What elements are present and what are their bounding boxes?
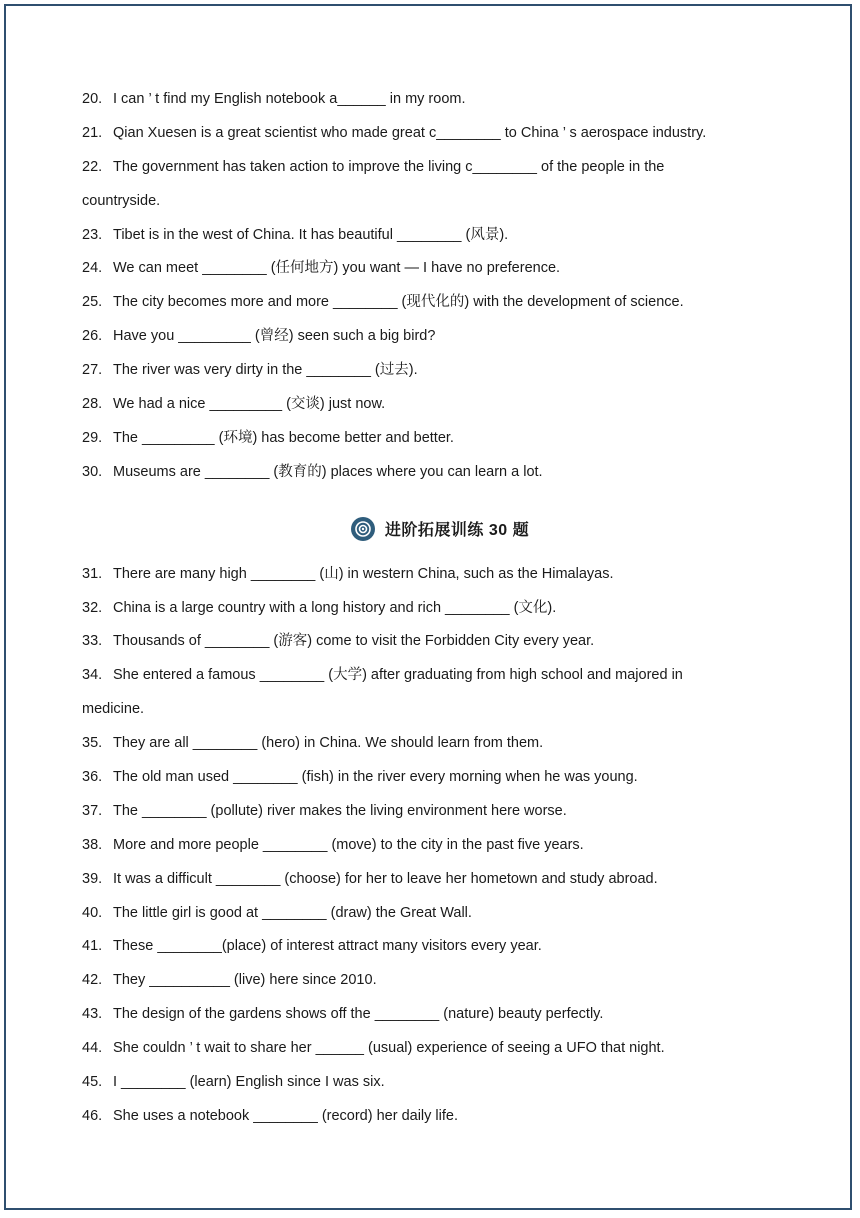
exercise-item — [82, 122, 782, 156]
exercise-item-continuation — [82, 190, 782, 224]
exercise-item — [82, 800, 782, 834]
exercise-item — [82, 834, 782, 868]
item-text: Tibet is in the west of China. It has beautiful ________ (风景). — [113, 226, 509, 243]
item-text: They __________ (live) here since 2010. — [113, 972, 377, 989]
item-number: 28. — [82, 396, 103, 413]
item-text: The little girl is good at ________ (draw) the Great Wall. — [113, 904, 472, 921]
exercise-item — [82, 461, 782, 495]
exercise-item — [82, 1105, 782, 1139]
item-text: The river was very dirty in the ________ (过去). — [113, 362, 418, 379]
exercise-item — [82, 156, 782, 190]
item-number: 43. — [82, 1006, 103, 1023]
item-text: She entered a famous ________ (大学) after graduating from high school and majored in — [113, 667, 683, 684]
item-number: 37. — [82, 802, 103, 819]
item-text: The old man used ________ (fish) in the river every morning when he was young. — [113, 769, 638, 786]
item-number: 30. — [82, 463, 103, 480]
item-number: 38. — [82, 836, 103, 853]
item-number: 24. — [82, 260, 103, 277]
target-icon — [351, 517, 375, 541]
item-text: They are all ________ (hero) in China. We should learn from them. — [113, 735, 544, 752]
item-number: 41. — [82, 938, 103, 955]
item-text: Thousands of ________ (游客) come to visit the Forbidden City every year. — [113, 633, 595, 650]
item-text: countryside. — [82, 192, 161, 209]
exercise-item — [82, 969, 782, 1003]
item-text: Museums are ________ (教育的) places where you can learn a lot. — [113, 463, 543, 480]
item-number: 29. — [82, 429, 103, 446]
item-number: 26. — [82, 328, 103, 345]
item-number: 33. — [82, 633, 103, 650]
section-heading — [98, 495, 782, 563]
item-text: More and more people ________ (move) to the city in the past five years. — [113, 836, 584, 853]
exercise-item — [82, 325, 782, 359]
exercise-item — [82, 291, 782, 325]
item-number: 40. — [82, 904, 103, 921]
section-title: 进阶拓展训练 30 题 — [384, 522, 530, 540]
item-number: 20. — [82, 91, 103, 107]
exercise-item — [82, 359, 782, 393]
exercise-item — [82, 902, 782, 936]
exercise-item — [82, 257, 782, 291]
item-text: There are many high ________ (山) in western China, such as the Himalayas. — [113, 565, 614, 582]
item-text: Qian Xuesen is a great scientist who made great c________ to China ’ s aerospace industry. — [113, 124, 707, 141]
item-text: I can ’ t find my English notebook a______ in my room. — [113, 91, 466, 107]
item-text: The _________ (环境) has become better and better. — [113, 429, 454, 446]
exercise-item — [82, 732, 782, 766]
item-text: We can meet ________ (任何地方) you want — I have no preference. — [113, 260, 561, 277]
item-text: The design of the gardens shows off the ________ (nature) beauty perfectly. — [113, 1006, 604, 1023]
exercise-item — [82, 664, 782, 698]
item-text: It was a difficult ________ (choose) for her to leave her hometown and study abroad. — [113, 870, 658, 887]
exercise-item — [82, 597, 782, 631]
exercise-item — [82, 224, 782, 258]
exercise-item — [82, 935, 782, 969]
item-number: 39. — [82, 870, 103, 887]
worksheet-content — [82, 88, 782, 1139]
exercise-item-continuation — [82, 698, 782, 732]
exercise-item — [82, 393, 782, 427]
exercise-list-part1 — [82, 88, 782, 495]
exercise-item — [82, 766, 782, 800]
item-text: She couldn ’ t wait to share her ______ (usual) experience of seeing a UFO that night. — [113, 1040, 665, 1057]
item-number: 35. — [82, 735, 103, 752]
item-number: 44. — [82, 1040, 103, 1057]
item-number: 23. — [82, 226, 103, 243]
exercise-item — [82, 88, 782, 122]
exercise-item — [82, 427, 782, 461]
item-number: 22. — [82, 158, 103, 175]
item-number: 36. — [82, 769, 103, 786]
item-number: 21. — [82, 124, 103, 141]
exercise-item — [82, 563, 782, 597]
item-text: We had a nice _________ (交谈) just now. — [113, 396, 386, 413]
exercise-item — [82, 1037, 782, 1071]
exercise-item — [82, 630, 782, 664]
exercise-item — [82, 868, 782, 902]
exercise-item — [82, 1071, 782, 1105]
item-number: 27. — [82, 362, 103, 379]
item-number: 45. — [82, 1074, 103, 1091]
item-number: 34. — [82, 667, 103, 684]
item-number: 42. — [82, 972, 103, 989]
item-number: 25. — [82, 294, 103, 311]
item-text: Have you _________ (曾经) seen such a big bird? — [113, 328, 436, 345]
exercise-list-part2 — [82, 563, 782, 1139]
exercise-item — [82, 1003, 782, 1037]
item-text: The ________ (pollute) river makes the living environment here worse. — [113, 802, 567, 819]
item-text: These ________(place) of interest attract many visitors every year. — [113, 938, 542, 955]
item-text: The city becomes more and more ________ (现代化的) with the development of science. — [113, 294, 684, 311]
item-text: She uses a notebook ________ (record) her daily life. — [113, 1107, 458, 1124]
item-number: 32. — [82, 599, 103, 616]
item-text: China is a large country with a long history and rich ________ (文化). — [113, 599, 557, 616]
item-number: 31. — [82, 565, 103, 582]
item-text: The government has taken action to improve the living c________ of the people in the — [113, 158, 665, 175]
item-text: I ________ (learn) English since I was six. — [113, 1074, 385, 1091]
item-text: medicine. — [82, 701, 145, 718]
item-number: 46. — [82, 1107, 103, 1124]
